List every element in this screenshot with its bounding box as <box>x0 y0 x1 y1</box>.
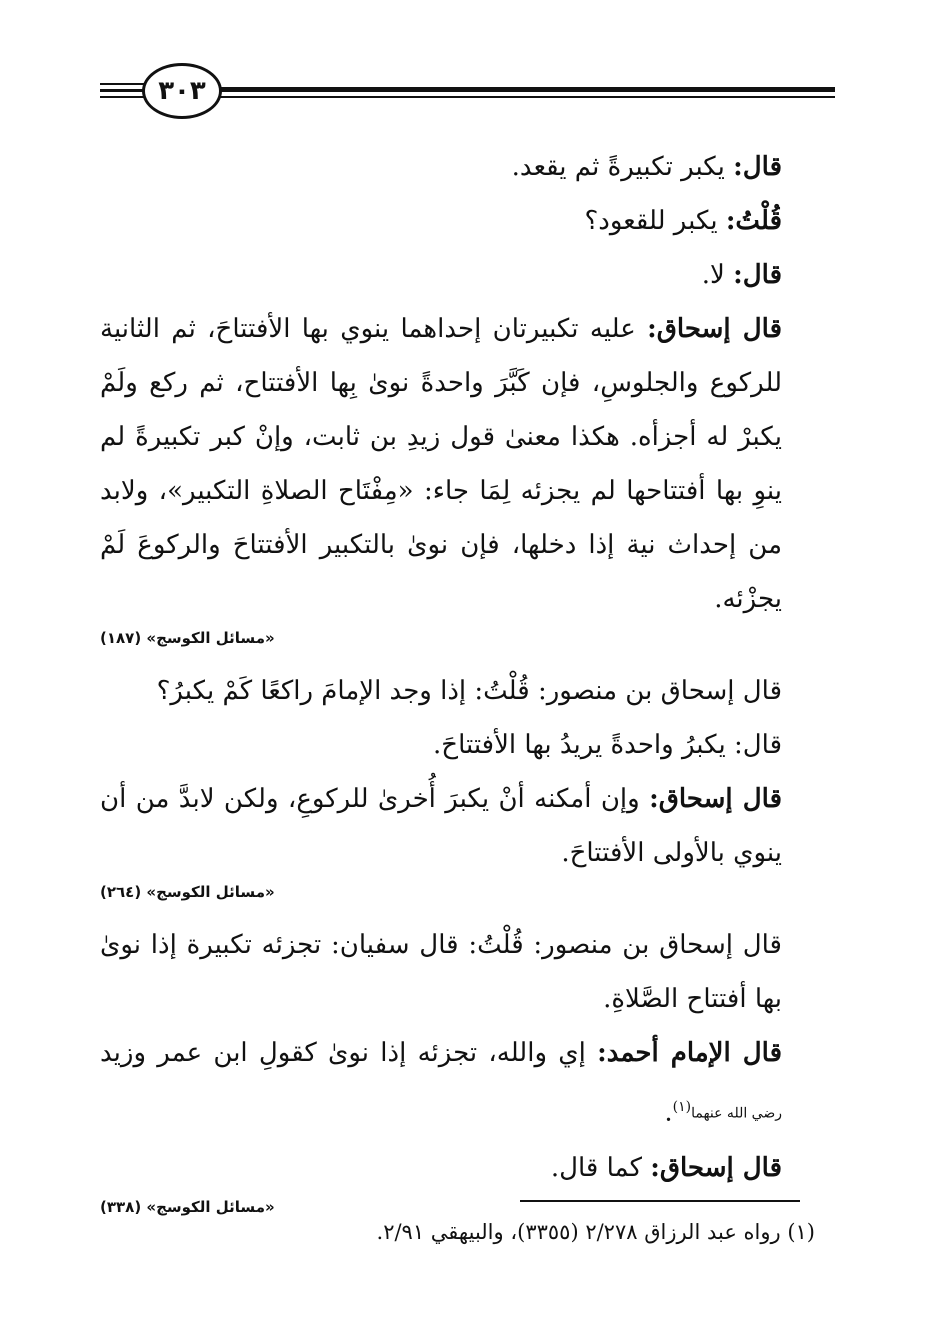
header-rule-thick <box>212 87 835 92</box>
paragraph <box>100 248 810 302</box>
footnote: (١) رواه عبد الرزاق ٢/٢٧٨ (٣٣٥٥)، والبيهقي ٢/٩١. <box>376 1220 815 1244</box>
paragraph-text: إي والله، تجزئه إذا نوىٰ كقولِ ابن عمر وزيد <box>100 1038 598 1068</box>
page-header <box>100 55 835 130</box>
paragraph <box>100 194 810 248</box>
paragraph-text: كما قال. <box>550 1152 651 1183</box>
footnote-marker[interactable]: (١) <box>672 1099 692 1115</box>
paragraph <box>100 1026 810 1141</box>
paragraph <box>100 140 810 194</box>
paragraph-text: قال إسحاق بن منصور: قُلْتُ: قال سفيان: تجزئه تكبيرة إذا نوىٰ بها أفتتاح الصَّلاةِ. <box>100 930 782 1014</box>
header-rule-left-mid <box>100 89 145 92</box>
source-text: «مسائل الكوسج» (١٨٧) <box>100 629 275 647</box>
source-citation <box>100 880 810 904</box>
speaker-label: قال الإمام أحمد: <box>597 1038 783 1068</box>
main-text <box>100 140 810 1219</box>
header-rule-left-bot <box>100 96 145 98</box>
footnote-divider <box>520 1200 800 1202</box>
header-rule-thin <box>212 96 835 98</box>
paragraph-text: يكبر للقعود؟ <box>584 206 726 236</box>
speaker-label: قُلْتُ: <box>725 206 782 236</box>
paragraph-text: قال إسحاق بن منصور: قُلْتُ: إذا وجد الإمامَ راكعًا كَمْ يكبرُ؟ <box>156 676 782 706</box>
speaker-label: قال إسحاق: <box>647 314 782 344</box>
paragraph-text: لا. <box>701 260 734 290</box>
paragraph <box>100 664 810 718</box>
honorific-glyph: رضي الله عنهما <box>691 1105 782 1122</box>
source-text: «مسائل الكوسج» (٢٦٤) <box>100 883 275 901</box>
speaker-label: قال إسحاق: <box>649 784 783 814</box>
paragraph <box>100 918 810 1026</box>
speaker-label: قال إسحاق: <box>650 1152 782 1183</box>
paragraph <box>100 302 810 626</box>
speaker-label: قال: <box>733 152 782 182</box>
page-number: ٣٠٣ <box>142 63 222 119</box>
paragraph-text: وإن أمكنه أنْ يكبرَ أُخرىٰ للركوعِ، ولكن لابدَّ من أن ينوي بالأولى الأفتتاحَ. <box>100 784 782 868</box>
paragraph-text: يكبر تكبيرةً ثم يقعد. <box>511 152 734 182</box>
sentence-end: . <box>664 1097 673 1128</box>
source-citation <box>100 626 810 650</box>
header-rule-left-top <box>100 83 145 85</box>
source-text: «مسائل الكوسج» (٣٣٨) <box>100 1197 275 1216</box>
paragraph <box>100 718 810 772</box>
paragraph <box>100 772 810 880</box>
paragraph <box>100 1141 810 1195</box>
speaker-label: قال: <box>733 260 782 290</box>
paragraph-text: قال: يكبرُ واحدةً يريدُ بها الأفتتاحَ. <box>433 730 782 760</box>
paragraph-text: عليه تكبيرتان إحداهما ينوي بها الأفتتاحَ، ثم الثانية للركوع والجلوسِ، فإن كَبَّرَ واحدةً نوىٰ بِها الأفتتاح، ثم ركع ولَمْ يكبرْ له أجزأه. هكذا معنىٰ قول زيدِ بن ثابت، وإنْ كبر تكبيرةً لم ينوِ بها أفتتاحها لم يجزئه لِمَا جاء: «مِفْتَاح الصلاةِ التكبير»، ولابد من إحداث نية إذا دخلها، فإن نوىٰ بالتكبير الأفتتاحَ والركوعَ لَمْ يجزْئه. <box>100 314 782 614</box>
